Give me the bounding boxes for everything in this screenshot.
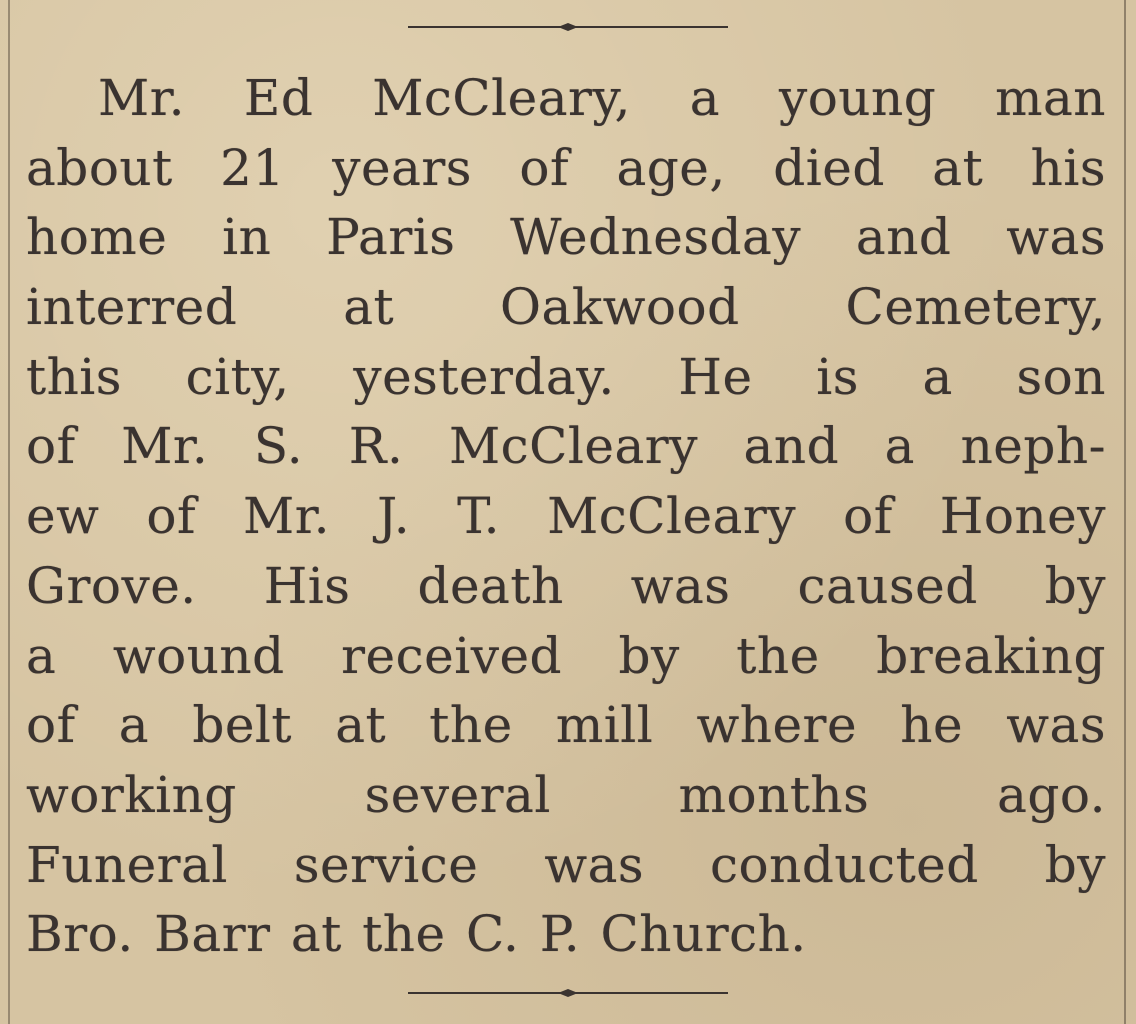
article-line-8: Grove. His death was caused by: [26, 556, 1106, 615]
bottom-divider-rule: [408, 986, 728, 1000]
article-line-4: interred at Oakwood Cemetery,: [26, 278, 1106, 337]
column-border-right: [1124, 0, 1126, 1024]
article-line-3: home in Paris Wednesday and was: [26, 208, 1106, 267]
article-line-10: of a belt at the mill where he was: [26, 696, 1106, 755]
article-line-2: about 21 years of age, died at his: [26, 138, 1106, 197]
article-line-11: working several months ago.: [26, 765, 1106, 824]
article-line-12: Funeral service was conducted by: [26, 835, 1106, 894]
column-border-left: [8, 0, 10, 1024]
article-line-7: ew of Mr. J. T. McCleary of Honey: [26, 487, 1106, 546]
article-line-1: Mr. Ed McCleary, a young man: [98, 69, 1106, 127]
article-line-6: of Mr. S. R. McCleary and a neph-: [26, 417, 1106, 476]
article-line-5: this city, yesterday. He is a son: [26, 347, 1106, 406]
obituary-article: [26, 64, 1106, 970]
article-line-13: Bro. Barr at the C. P. Church.: [26, 905, 807, 964]
top-divider-rule: [408, 20, 728, 34]
article-line-9: a wound received by the breaking: [26, 626, 1106, 685]
